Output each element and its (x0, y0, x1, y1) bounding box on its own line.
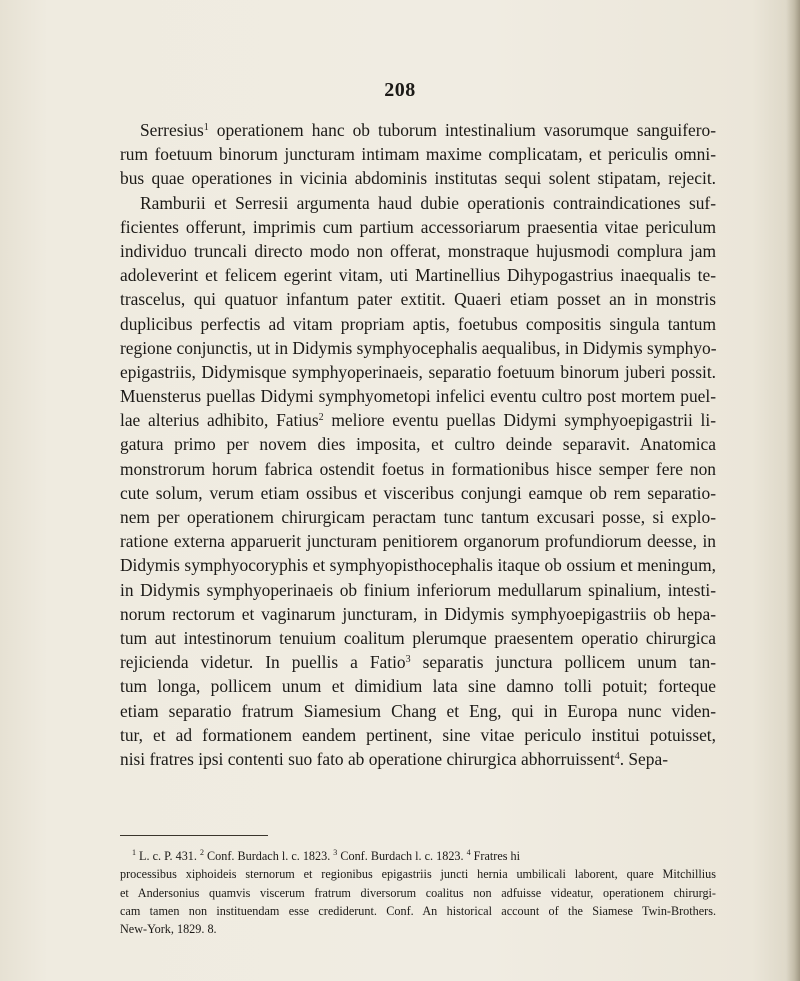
footnote-line: cam tamen non instituendam esse crediderunt. Conf. An historical account of the Siamese Twin-Brothers. (120, 903, 716, 918)
footnote-number: 2 (199, 848, 204, 857)
text-line: tur, et ad formationem eandem pertinent, sine vitae periculo institui potuisset, (120, 724, 716, 745)
footnote-separator (120, 835, 268, 836)
footnote-line: $^1$ L. c. P. 431. $^2$ Conf. Burdach l. c. 1823. $^3$ Conf. Burdach l. c. 1823. $^4$ Fratres hi (132, 848, 521, 863)
text-line: tum longa, pollicem unum et dimidium lata sine damno tolli potuit; forteque (120, 676, 716, 697)
text-line: regione conjunctis, ut in Didymis symphyocephalis aequalibus, in Didymis symphyo- (120, 337, 717, 358)
text-line: Didymis symphyocoryphis et symphyopisthocephalis itaque ob ossium et meningum, (120, 555, 716, 576)
text-line: rum foetuum binorum juncturam intimam maxime complicatam, et periculis omni- (120, 144, 716, 165)
text-line: in Didymis symphyoperinaeis ob finium inferiorum medullarum spinalium, intesti- (120, 579, 716, 600)
text-line: monstrorum horum fabrica ostendit foetus in formationibus hisce semper fere non (120, 458, 716, 479)
text-line: Muensterus puellas Didymi symphyometopi infelici eventu cultro post mortem puel- (120, 386, 716, 407)
page-number: 208 (384, 79, 416, 101)
text-line: etiam separatio fratrum Siamesium Chang et Eng, qui in Europa nunc viden- (120, 700, 716, 721)
text-line: gatura primo per novem dies imposita, et cultro deinde separavit. Anatomica (120, 434, 716, 455)
footnote-line: et Andersonius quamvis viscerum fratrum diversorum coalitus non adfuisse videatur, operationem chirurgi- (120, 885, 716, 900)
text-line: norum rectorum et vaginarum juncturam, in Didymis symphyoepigastriis ob hepa- (120, 603, 716, 624)
text-line: cute solum, verum etiam ossibus et visceribus conjungi eamque ob rem separatio- (120, 482, 716, 503)
text-line: ratione externa apparuerit juncturam penitiorem organorum profundiorum deesse, in (120, 531, 716, 552)
text-line: duplicibus perfectis ad vitam propriam aptis, foetubus compositis singula tantum (120, 313, 716, 334)
text-line: lae alterius adhibito, Fatius$^2$ meliore eventu puellas Didymi symphyoepigastrii li- (120, 410, 716, 431)
footnote-marker: 2 (318, 412, 324, 424)
text-line: nisi fratres ipsi contenti suo fato ab operatione chirurgica abhorruissent$^4$. Sepa- (120, 748, 668, 769)
footnote-number: 1 (132, 848, 136, 857)
text-line: adoleverint et felicem egerint vitam, uti Martinellius Dihypogastrius inaequalis te- (120, 265, 716, 286)
footnote-marker: 4 (614, 750, 620, 762)
text-line: ficientes offerunt, imprimis cum partium accessoriarum praesentia vitae periculum (120, 216, 716, 237)
footnote-marker: 1 (203, 122, 209, 133)
footnote-number: 4 (466, 848, 471, 857)
text-line: nem per operationem chirurgicam peractam tunc tantum excusari posse, si explo- (120, 507, 716, 527)
main-text (120, 118, 716, 771)
footnote-line: New-York, 1829. 8. (120, 922, 217, 937)
page-edge-shadow (786, 0, 800, 981)
text-line: trascelus, qui quatuor infantum pater extitit. Quaeri etiam posset an in monstris (120, 289, 716, 310)
text-line: Ramburii et Serresii argumenta haud dubie operationis contraindicationes suf- (140, 192, 716, 213)
footnote-number: 3 (333, 848, 338, 857)
footnote-marker: 3 (405, 654, 411, 666)
text-line: rejicienda videtur. In puellis a Fatio$^3$ separatis junctura pollicem unum tan- (120, 652, 717, 673)
text-line: tum aut intestinorum tenuium coalitum plerumque praesentem operatio chirurgica (120, 627, 716, 648)
text-line: epigastriis, Didymisque symphyoperinaeis, separatio foetuum binorum juberi possit. (120, 361, 716, 382)
text-line: Serresius$^1$ operationem hanc ob tuborum intestinalium vasorumque sanguifero- (140, 120, 716, 140)
footnote-line: processibus xiphoideis sternorum et regionibus epigastriis juncti hernia umbilicali laborent, quare Mitchillius (120, 867, 716, 882)
text-line: bus quae operationes in vicinia abdominis institutas sequi solent stipatam, rejecit. (120, 168, 716, 189)
text-line: individuo truncali directo modo non offerat, monstraque hujusmodi complura jam (120, 240, 716, 261)
footnotes (120, 847, 716, 938)
